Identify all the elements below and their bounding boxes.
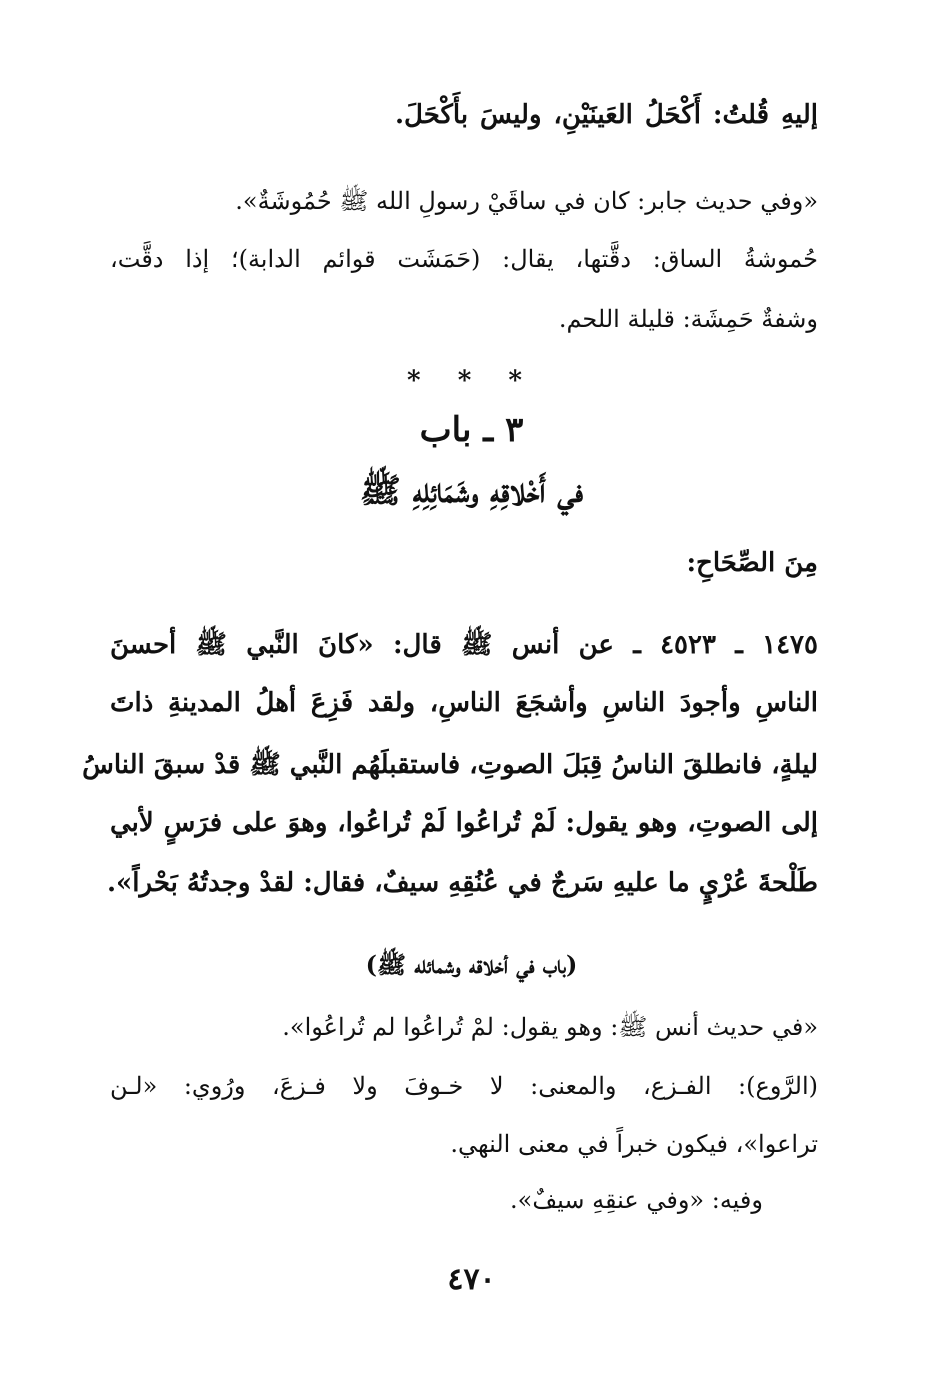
text-line-1: إليهِ قُلتُ: أَكْحَلُ العَينَيْنِ، وليسَ بأَكْحَلَ. (395, 100, 818, 130)
hadith-line-1: ١٤٧٥ ـ ٤٥٢٣ ـ عن أنس ﷺ قال: «كانَ النَّبي ﷺ أحسنَ (110, 630, 818, 660)
hadith-line-4: إلى الصوتِ، وهو يقول: لَمْ تُراعُوا لَمْ تُراعُوا، وهوَ على فرَسٍ لأبي (110, 808, 818, 838)
commentary-heading: (باب في أخلاقه وشمائله ﷺ) (365, 950, 578, 979)
commentary-line-2: (الرَّوع): الفـزع، والمعنى: لا خـوفَ ولا فـزعَ، ورُوي: «لـن (110, 1072, 818, 1100)
hadith-line-3: ليلةٍ، فانطلقَ الناسُ قِبَلَ الصوتِ، فاستقبلَهُم النَّبي ﷺ قدْ سبقَ الناسُ (82, 750, 818, 780)
commentary-line-4: وفيه: «وفي عنقِهِ سيفٌ». (510, 1186, 763, 1214)
commentary-line-1: «في حديث أنس ﷺ: وهو يقول: لمْ تُراعُوا لم تُراعُوا». (282, 1013, 818, 1041)
quote-jabir: «وفي حديث جابر: كان في ساقَيْ رسولِ الله ﷺ حُمُوشَةٌ». (235, 187, 818, 215)
section-separator: * * * (407, 366, 536, 396)
commentary-line-3: تراعوا»، فيكون خبراً في معنى النهي. (450, 1130, 818, 1158)
chapter-number: ٣ ـ باب (419, 410, 524, 450)
hadith-line-2: الناسِ وأجودَ الناسِ وأشجَعَ الناسِ، ولقد فَزِعَ أهلُ المدينةِ ذاتَ (110, 688, 818, 718)
hadith-line-5: طَلْحةَ عُرْيٍ ما عليهِ سَرجٌ في عُنُقِهِ سيفٌ، فقال: لقدْ وجدتُهُ بَحْراً». (106, 868, 818, 898)
text-line-3: حُموشةُ الساق: دقَّتها، يقال: (حَمَشَت قوائم الدابة)؛ إذا دقَّت، (110, 245, 818, 273)
section-label: مِنَ الصِّحَاحِ: (686, 548, 818, 578)
page-number: ٤٧٠ (447, 1262, 496, 1297)
text-line-4: وشفةٌ حَمِشَة: قليلة اللحم. (558, 305, 818, 333)
chapter-title: في أَخْلاقِهِ وشَمَائِلِهِ ﷺ (359, 471, 584, 511)
